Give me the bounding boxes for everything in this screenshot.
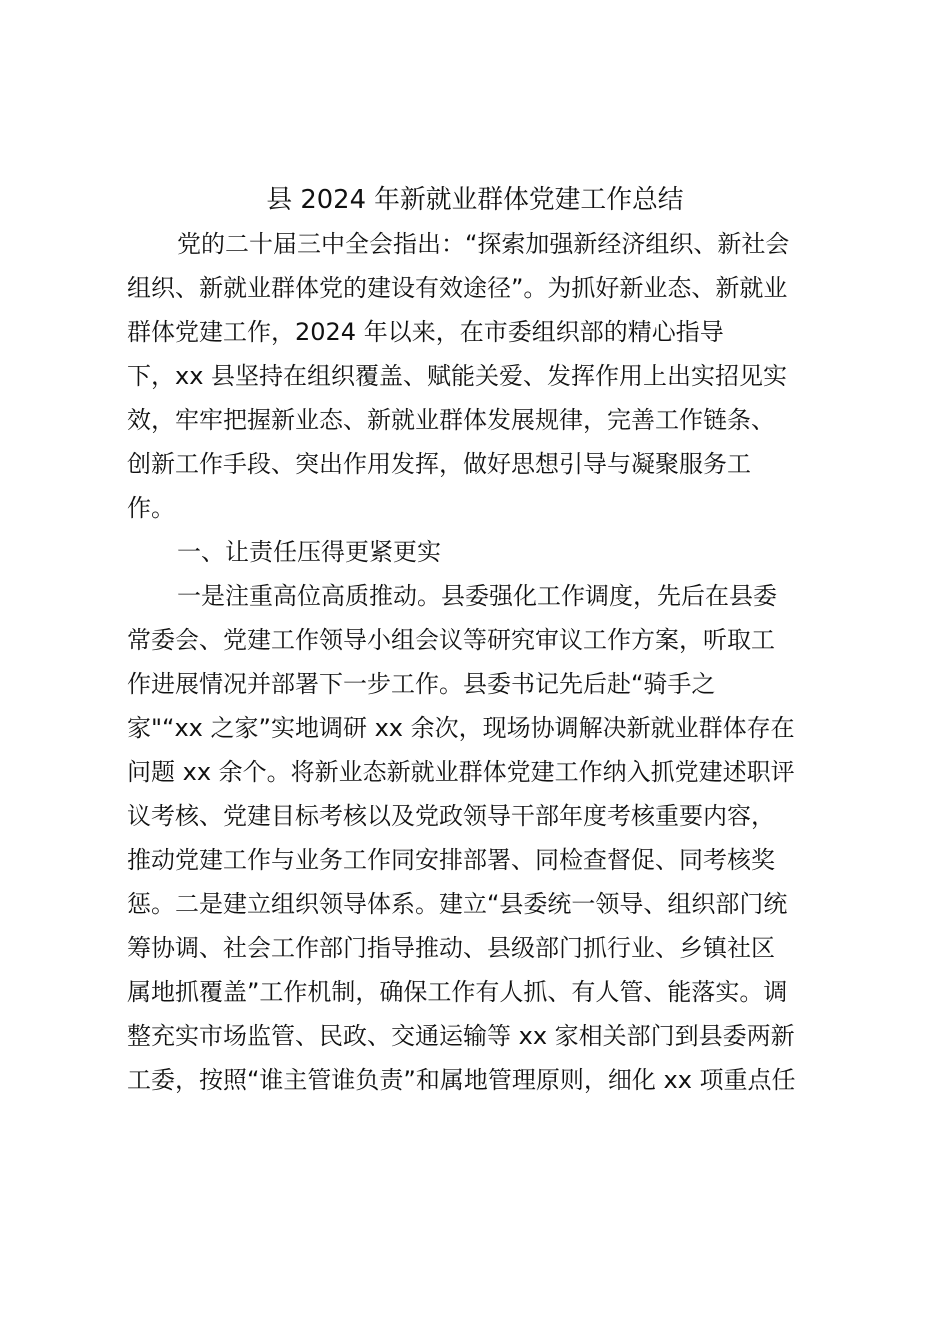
- paragraph-line: 整充实市场监管、民政、交通运输等 xx 家相关部门到县委两新: [127, 1022, 795, 1050]
- paragraph-line: 家"“xx 之家”实地调研 xx 余次，现场协调解决新就业群体存在: [127, 714, 795, 742]
- paragraph-line: 群体党建工作，2024 年以来，在市委组织部的精心指导: [127, 318, 724, 346]
- section-heading: 一、让责任压得更紧更实: [177, 538, 441, 566]
- paragraph-line: 组织、新就业群体党的建设有效途径”。为抓好新业态、新就业: [127, 274, 788, 302]
- paragraph-line: 效，牢牢把握新业态、新就业群体发展规律，完善工作链条、: [127, 406, 775, 434]
- document-title: 县 2024 年新就业群体党建工作总结: [266, 185, 684, 215]
- paragraph-line: 一是注重高位高质推动。县委强化工作调度，先后在县委: [177, 582, 777, 610]
- paragraph-line: 下，xx 县坚持在组织覆盖、赋能关爱、发挥作用上出实招见实: [127, 362, 788, 390]
- paragraph-line: 惩。二是建立组织领导体系。建立“县委统一领导、组织部门统: [127, 890, 788, 918]
- paragraph-line: 筹协调、社会工作部门指导推动、县级部门抓行业、乡镇社区: [127, 934, 775, 962]
- paragraph-line: 党的二十届三中全会指出：“探索加强新经济组织、新社会: [177, 230, 790, 258]
- paragraph-line: 常委会、党建工作领导小组会议等研究审议工作方案，听取工: [127, 626, 775, 654]
- paragraph-line: 问题 xx 余个。将新业态新就业群体党建工作纳入抓党建述职评: [127, 758, 795, 786]
- paragraph-line: 作进展情况并部署下一步工作。县委书记先后赴“骑手之: [127, 670, 716, 698]
- paragraph-line: 创新工作手段、突出作用发挥，做好思想引导与凝聚服务工: [127, 450, 751, 478]
- paragraph-line: 议考核、党建目标考核以及党政领导干部年度考核重要内容，: [127, 802, 775, 830]
- paragraph-line: 属地抓覆盖”工作机制，确保工作有人抓、有人管、能落实。调: [127, 978, 788, 1006]
- paragraph-line: 推动党建工作与业务工作同安排部署、同检查督促、同考核奖: [127, 846, 775, 874]
- paragraph-line: 工委，按照“谁主管谁负责”和属地管理原则，细化 xx 项重点任: [127, 1066, 796, 1094]
- paragraph-line: 作。: [127, 494, 175, 522]
